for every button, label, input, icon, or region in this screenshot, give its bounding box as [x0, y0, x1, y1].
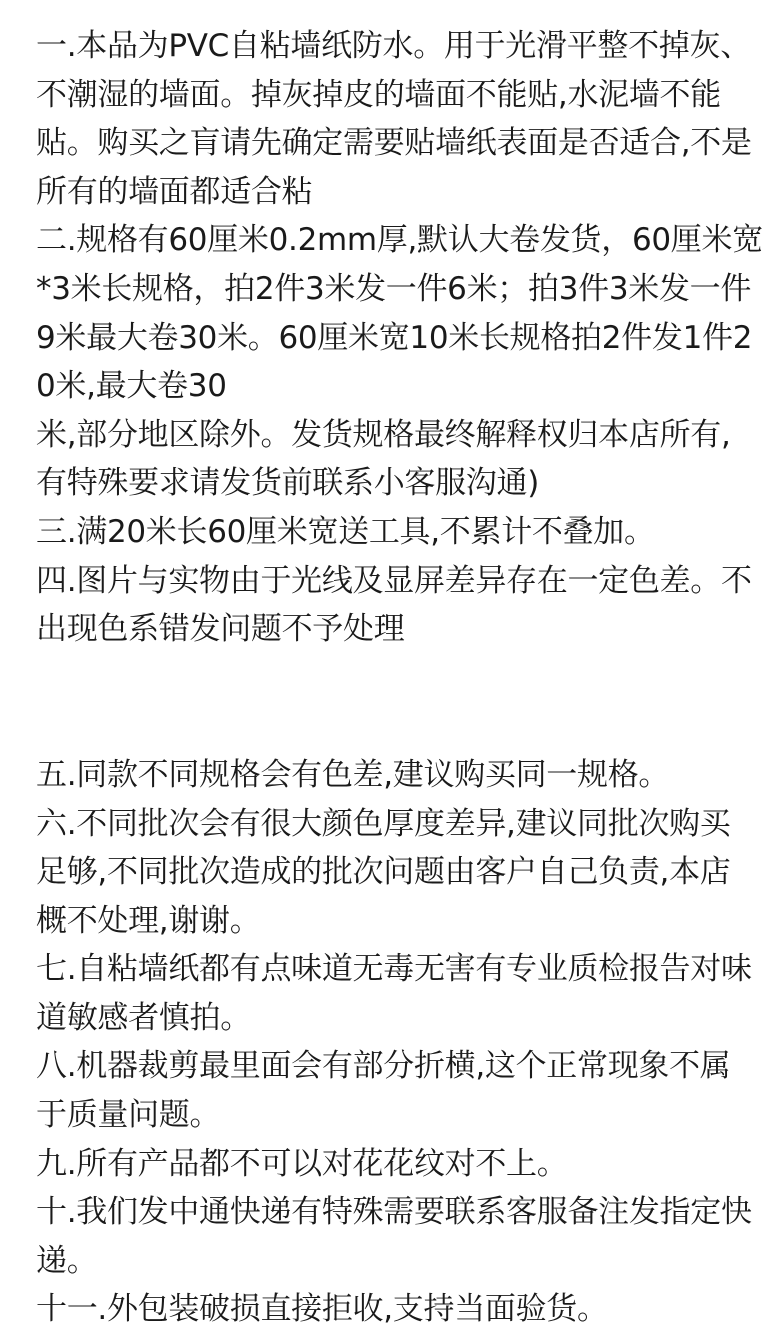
text-line: 递。	[36, 1242, 98, 1279]
text-line: 0米,最大卷30	[36, 368, 227, 405]
notice-document	[36, 22, 763, 1334]
text-line: 九.所有产品都不可以对花花纹对不上。	[36, 1145, 568, 1182]
text-line: 足够,不同批次造成的批次问题由客户自己负责,本店	[36, 854, 731, 891]
text-line: 不潮湿的墙面。掉灰掉皮的墙面不能贴,水泥墙不能	[36, 76, 721, 113]
text-line: 9米最大卷30米。60厘米宽10米长规格拍2件发1件2	[36, 319, 753, 356]
text-line: 五.同款不同规格会有色差,建议购买同一规格。	[36, 756, 670, 793]
text-line: 七.自粘墙纸都有点味道无毒无害有专业质检报告对味	[36, 951, 752, 988]
text-line: 所有的墙面都适合粘	[36, 173, 313, 210]
text-line: 一.本品为PVC自粘墙纸防水。用于光滑平整不掉灰、	[36, 28, 751, 64]
text-line: 六.不同批次会有很大颜色厚度差异,建议同批次购买	[36, 805, 731, 842]
text-line: 于质量问题。	[36, 1097, 221, 1134]
text-line: 贴。购买之肓请先确定需要贴墙纸表面是否适合,不是	[36, 125, 752, 162]
text-line: 三.满20米长60厘米宽送工具,不累计不叠加。	[36, 513, 655, 550]
text-line: *3米长规格，拍2件3米发一件6米；拍3件3米发一件	[36, 270, 752, 307]
blank-spacer	[36, 654, 742, 751]
text-line: 八.机器裁剪最里面会有部分折横,这个正常现象不属	[36, 1048, 731, 1085]
text-line: 道敏感者慎拍。	[36, 999, 251, 1036]
text-line: 概不处理,谢谢。	[36, 902, 261, 939]
text-line: 十.我们发中通快递有特殊需要联系客服备注发指定快	[36, 1194, 752, 1231]
text-line: 出现色系错发问题不予处理	[36, 611, 405, 648]
text-line: 有特殊要求请发货前联系小客服沟通)	[36, 465, 539, 502]
text-line: 米,部分地区除外。发货规格最终解释权归本店所有,	[36, 416, 731, 453]
text-line: 十一.外包装破损直接拒收,支持当面验货。	[36, 1291, 608, 1328]
text-line: 二.规格有60厘米0.2mm厚,默认大卷发货，60厘米宽	[36, 222, 763, 259]
text-line: 四.图片与实物由于光线及显屏差异存在一定色差。不	[36, 562, 752, 599]
